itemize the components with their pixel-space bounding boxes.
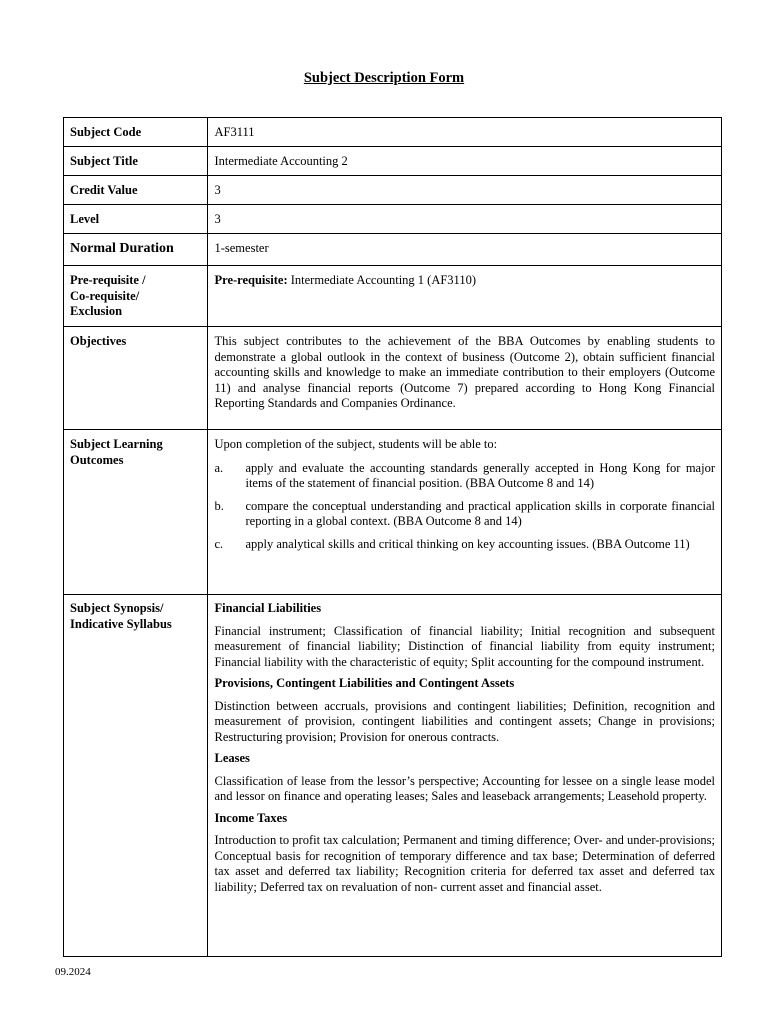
- list-item: [214, 537, 715, 553]
- syllabus-section-heading: Financial Liabilities: [214, 601, 322, 615]
- subject-code-value: AF3111: [208, 118, 722, 147]
- list-item-text: compare the conceptual understanding and practical application skills in corporate financial reporting in a global context. (BBA Outcome 8 and 14): [245, 498, 715, 528]
- row-label: Subject Code: [64, 118, 208, 147]
- syllabus-section-heading: Income Taxes: [214, 810, 288, 825]
- row-label: [64, 266, 208, 327]
- label-line: Subject Synopsis/: [70, 601, 164, 615]
- label-line: Indicative Syllabus: [70, 616, 172, 631]
- row-label: Subject Title: [64, 147, 208, 176]
- list-marker: c.: [214, 536, 224, 551]
- table-row-normal-duration: [64, 234, 722, 266]
- row-label: Objectives: [64, 327, 208, 430]
- prerequisite-value-label: Pre-requisite:: [214, 273, 288, 287]
- outcomes-list: [214, 461, 715, 553]
- list-marker: a.: [214, 460, 224, 475]
- outcomes-intro: Upon completion of the subject, students will be able to:: [214, 437, 498, 451]
- syllabus-section-body: Financial instrument; Classification of financial liability; Initial recognition and subsequent measurement of financial liability; Distinction of financial liability from equity instrument; Financial liability with the characteristic of equity; Split accounting for the compound instrument.: [214, 623, 715, 669]
- table-row-synopsis: [64, 595, 722, 957]
- row-label: [64, 430, 208, 595]
- table-row-level: [64, 205, 722, 234]
- learning-outcomes-cell: [208, 430, 722, 595]
- label-line: Co-requisite/: [70, 288, 140, 303]
- label-line: Pre-requisite /: [70, 273, 146, 287]
- credit-value: 3: [208, 176, 722, 205]
- row-label: Normal Duration: [64, 234, 208, 266]
- duration-value: 1-semester: [208, 234, 722, 266]
- footer-date: 09.2024: [55, 966, 91, 978]
- synopsis-cell: [208, 595, 722, 957]
- row-label: [64, 595, 208, 957]
- table-row-prerequisite: [64, 266, 722, 327]
- label-line: Outcomes: [70, 452, 124, 467]
- list-item: [214, 499, 715, 530]
- table-row-objectives: [64, 327, 722, 430]
- label-line: Exclusion: [70, 304, 123, 318]
- prerequisite-value: [208, 266, 722, 327]
- syllabus-section-body: Distinction between accruals, provisions and contingent liabilities; Definition, recognition and measurement of provision, contingent liabilities and contingent assets; Change in provisions; Restructuring provision; Provision for onerous contracts.: [214, 698, 715, 744]
- table-row-learning-outcomes: [64, 430, 722, 595]
- table-row-subject-code: [64, 118, 722, 147]
- table-row-credit-value: [64, 176, 722, 205]
- list-item-text: apply analytical skills and critical thinking on key accounting issues. (BBA Outcome 11): [245, 536, 690, 551]
- list-item: [214, 461, 715, 492]
- objectives-text: This subject contributes to the achievement of the BBA Outcomes by enabling students to demonstrate a global outlook in the context of business (Outcome 2), obtain sufficient financial accounting skills and knowledge to make an immediate contribution to their employers (Outcome 11) and analyse financial reports (Outcome 7) prepared according to Hong Kong Financial Reporting Standards and Companies Ordinance.: [208, 327, 722, 430]
- subject-title-value: Intermediate Accounting 2: [208, 147, 722, 176]
- row-label: Credit Value: [64, 176, 208, 205]
- list-marker: b.: [214, 498, 224, 513]
- table-row-subject-title: [64, 147, 722, 176]
- label-line: Subject Learning: [70, 437, 163, 451]
- prerequisite-value-text: Intermediate Accounting 1 (AF3110): [287, 273, 477, 287]
- level-value: 3: [208, 205, 722, 234]
- syllabus-section-heading: Leases: [214, 751, 250, 765]
- page-title: Subject Description Form: [303, 70, 465, 86]
- list-item-text: apply and evaluate the accounting standards generally accepted in Hong Kong for major items of the statement of financial position. (BBA Outcome 8 and 14): [245, 460, 715, 490]
- syllabus-section-heading: Provisions, Contingent Liabilities and Contingent Assets: [214, 676, 515, 690]
- subject-description-table: [63, 117, 722, 957]
- syllabus-section-body: Classification of lease from the lessor’s perspective; Accounting for lessee on a single lease model and lessor on finance and operating leases; Sales and leaseback arrangements; Leasehold property.: [214, 773, 715, 803]
- syllabus-section-body: Introduction to profit tax calculation; Permanent and timing difference; Over- and under-provisions; Conceptual basis for recognition of temporary difference and tax base; Determination of deferred tax asset and deferred tax liability; Recognition criteria for deferred tax asset and deferred tax liability; Deferred tax on revaluation of non- current asset and financial asset.: [214, 833, 715, 894]
- row-label: Level: [64, 205, 208, 234]
